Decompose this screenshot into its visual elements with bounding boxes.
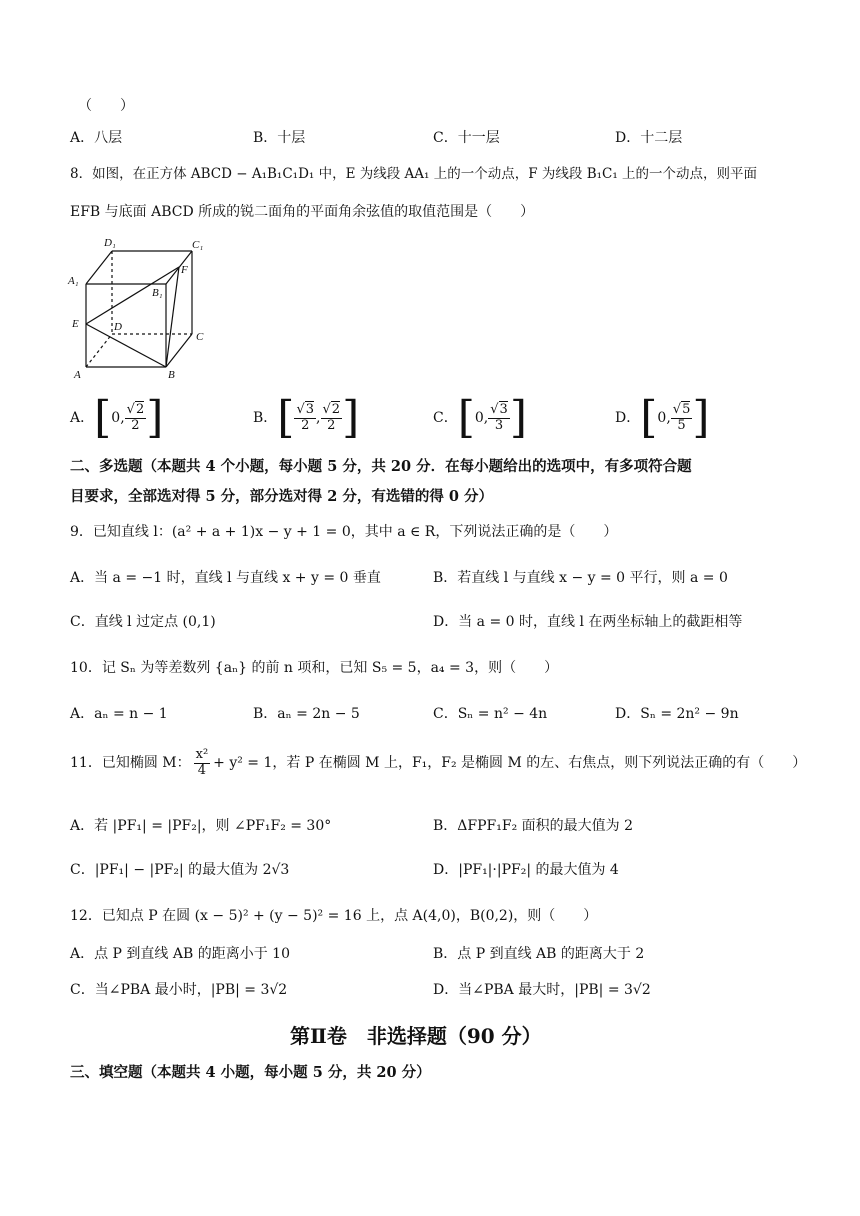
q8-cube-figure (64, 234, 224, 382)
q8-option-b: B． [ $\frac{√3}{2}$ , $\frac{√2}{2}$ ] (253, 392, 360, 443)
q8-option-a: A． [ 0, $\frac{√2}{2}$ ] (70, 392, 164, 443)
label-b1: B₁ (152, 287, 163, 299)
section2-title-line2: 目要求，全部选对得 5 分，部分选对得 2 分，有选错的得 0 分） (70, 488, 494, 505)
q10-option-a: A．aₙ = n − 1 (70, 706, 168, 722)
q7-option-b: B．十层 (253, 130, 306, 146)
q11-frac-num: x² (195, 747, 209, 762)
section3-title: 三、填空题（本题共 4 小题，每小题 5 分，共 20 分） (70, 1064, 431, 1081)
label-e: E (72, 318, 79, 330)
q8-stem-line2: EFB 与底面 ABCD 所成的锐二面角的平面角余弦值的取值范围是（ ） (70, 204, 535, 220)
label-a: A (74, 369, 81, 381)
q8-option-c: C． [ 0, $\frac{√3}{3}$ ] (433, 392, 527, 443)
label-d: D (114, 321, 122, 333)
section2-title-line1: 二、多选题（本题共 4 个小题，每小题 5 分，共 20 分．在每小题给出的选项中，有多项符合题 (70, 458, 692, 475)
q11-option-a: A．若 |PF₁| = |PF₂|，则 ∠PF₁F₂ = 30° (70, 818, 332, 834)
q9-option-c: C．直线 l 过定点 (0,1) (70, 614, 216, 630)
label-b: B (168, 369, 175, 381)
q10-option-c: C．Sₙ = n² − 4n (433, 706, 548, 722)
label-c: C (196, 331, 204, 343)
q10-option-d: D．Sₙ = 2n² − 9n (615, 706, 739, 722)
segment-ef (86, 267, 179, 324)
q9-option-d: D．当 a = 0 时，直线 l 在两坐标轴上的截距相等 (433, 614, 743, 630)
q9-stem: 9．已知直线 l：(a² + a + 1)x − y + 1 = 0，其中 a ∈ R，下列说法正确的是（ ） (70, 524, 618, 540)
label-c1: C₁ (192, 239, 204, 251)
q12-option-b: B．点 P 到直线 AB 的距离大于 2 (433, 946, 645, 962)
q11-option-b: B．ΔFPF₁F₂ 面积的最大值为 2 (433, 818, 633, 834)
segment-eb (86, 324, 166, 367)
edge-a1d1 (86, 251, 112, 284)
q7-option-d: D．十二层 (615, 130, 683, 146)
q11-option-c: C．|PF₁| − |PF₂| 的最大值为 2√3 (70, 862, 290, 878)
q8-option-d: D． [ 0, $\frac{√5}{5}$ ] (615, 392, 710, 443)
edge-ad (86, 334, 112, 367)
q11-frac-den: 4 (197, 762, 207, 778)
q10-stem: 10．记 Sₙ 为等差数列 {aₙ} 的前 n 项和，已知 S₅ = 5，a₄ = 3，则（ ） (70, 660, 559, 676)
label-a1: A₁ (68, 275, 79, 287)
q12-option-c: C．当∠PBA 最小时，|PB| = 3√2 (70, 982, 288, 998)
label-d1: D₁ (104, 237, 116, 249)
q7-answer-paren: （ ） (78, 98, 134, 114)
q12-option-a: A．点 P 到直线 AB 的距离小于 10 (70, 946, 290, 962)
q11-stem: 11．已知椭圆 M： $\frac{\text{x²}}{4}$ + y² = 1，若 P 在椭圆 M 上，F₁，F₂ 是椭圆 M 的左、右焦点，则下列说法正确的有（ ） (70, 747, 807, 778)
label-f: F (181, 264, 188, 276)
q10-option-b: B．aₙ = 2n − 5 (253, 706, 360, 722)
q12-option-d: D．当∠PBA 最大时，|PB| = 3√2 (433, 982, 651, 998)
q11-option-d: D．|PF₁|·|PF₂| 的最大值为 4 (433, 862, 619, 878)
q12-stem: 12．已知点 P 在圆 (x − 5)² + (y − 5)² = 16 上，点 A(4,0)，B(0,2)，则（ ） (70, 908, 598, 924)
q7-option-c: C．十一层 (433, 130, 500, 146)
part2-title: 第Ⅱ卷 非选择题（90 分） (290, 1024, 542, 1048)
q8-stem-line1: 8．如图，在正方体 ABCD − A₁B₁C₁D₁ 中，E 为线段 AA₁ 上的一个动点，F 为线段 B₁C₁ 上的一个动点，则平面 (70, 166, 758, 182)
q9-option-b: B．若直线 l 与直线 x − y = 0 平行，则 a = 0 (433, 570, 728, 586)
q7-option-a: A．八层 (70, 130, 123, 146)
q9-option-a: A．当 a = −1 时，直线 l 与直线 x + y = 0 垂直 (70, 570, 381, 586)
